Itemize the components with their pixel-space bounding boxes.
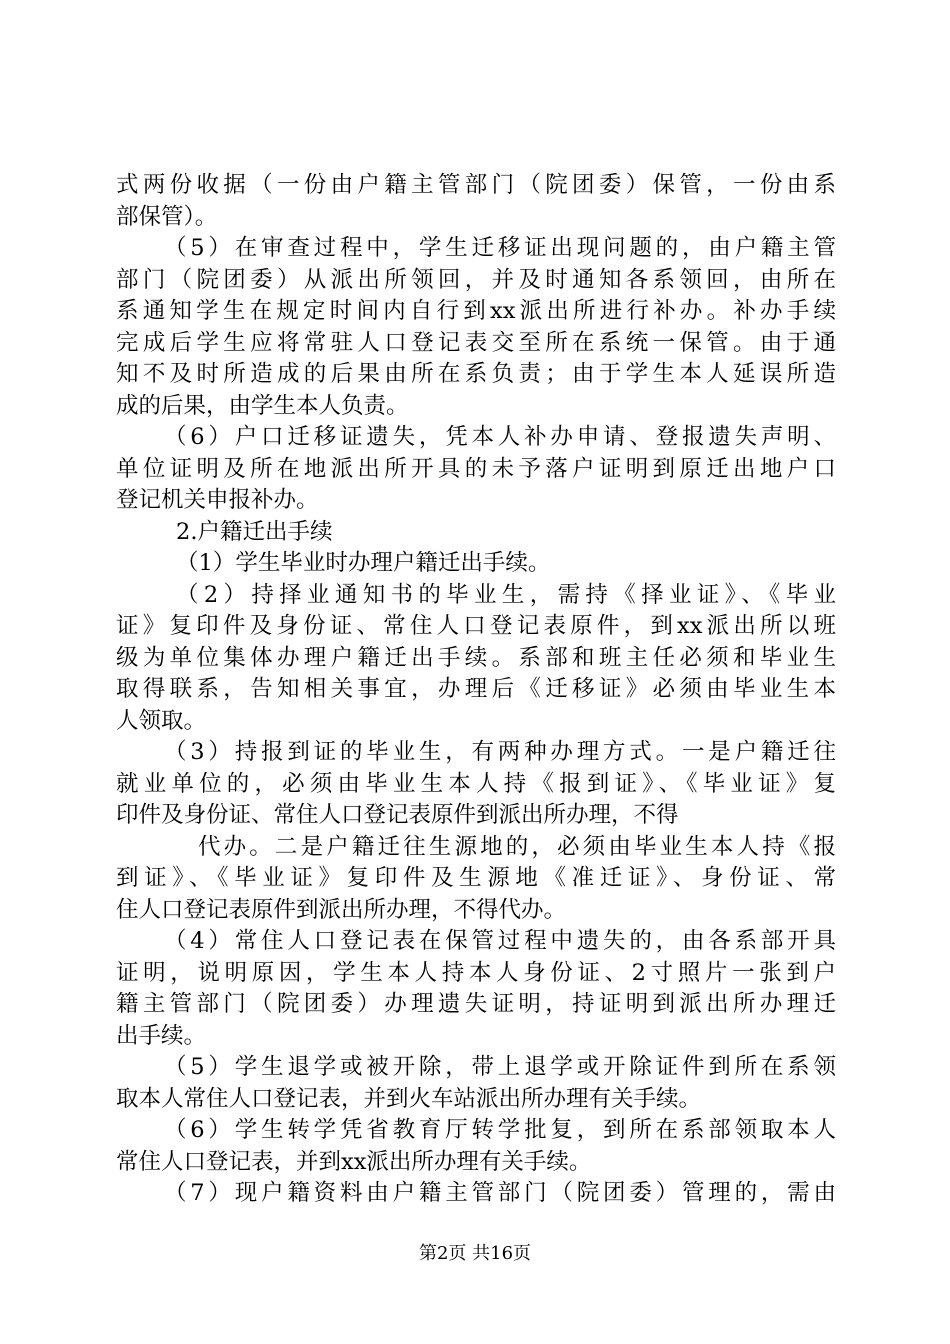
document-body xyxy=(116,170,836,1210)
text-line: 登记机关申报补办。 xyxy=(116,487,319,513)
text-line: 部保管）。 xyxy=(116,203,218,230)
text-line: 取得联系，告知相关事宜，办理后《迁移证》必须由毕业生本 xyxy=(116,676,836,702)
text-line: 常住人口登记表，并到xx派出所办理有关手续。 xyxy=(116,1148,592,1175)
text-line: 证明，说明原因，学生本人持本人身份证、2寸照片一张到户 xyxy=(116,959,836,986)
text-line: 住人口登记表原件到派出所办理，不得代办。 xyxy=(116,896,567,923)
section-heading: 2.户籍迁出手续 xyxy=(176,518,333,545)
text-line: （5）学生退学或被开除，带上退学或开除证件到所在系领 xyxy=(164,1054,836,1080)
page-number-footer: 第2页 共16页 xyxy=(418,1243,532,1264)
text-line: （6）学生转学凭省教育厅转学批复，到所在系部领取本人 xyxy=(164,1117,836,1143)
text-line: 代办。二是户籍迁往生源地的，必须由毕业生本人持《报 xyxy=(198,833,836,860)
text-line: 出手续。 xyxy=(116,1022,207,1049)
text-line: （5）在审查过程中，学生迁移证出现问题的，由户籍主管 xyxy=(164,235,836,261)
text-line: （6）户口迁移证遗失，凭本人补办申请、登报遗失声明、 xyxy=(164,424,836,450)
text-line: （7）现户籍资料由户籍主管部门（院团委）管理的，需由 xyxy=(164,1180,836,1206)
text-line: （4）常住人口登记表在保管过程中遗失的，由各系部开具 xyxy=(164,928,836,954)
text-line: （1）学生毕业时办理户籍迁出手续。 xyxy=(176,550,551,576)
text-line: （3）持报到证的毕业生，有两种办理方式。一是户籍迁往 xyxy=(164,739,836,765)
text-line: 到证》、《毕业证》复印件及生源地《准迁证》、身份证、常 xyxy=(116,865,836,891)
text-line: 取本人常住人口登记表，并到火车站派出所办理有关手续。 xyxy=(116,1085,702,1112)
text-line: （2）持择业通知书的毕业生，需持《择业证》、《毕业 xyxy=(176,581,836,608)
text-line: 人领取。 xyxy=(116,707,207,734)
text-line: 完成后学生应将常驻人口登记表交至所在系统一保管。由于通 xyxy=(116,329,836,356)
text-line: 籍主管部门（院团委）办理遗失证明，持证明到派出所办理迁 xyxy=(116,991,836,1017)
text-line: 系通知学生在规定时间内自行到xx派出所进行补办。补办手续 xyxy=(116,298,836,324)
text-line: 成的后果，由学生本人负责。 xyxy=(116,392,409,419)
text-line: 单位证明及所在地派出所开具的未予落户证明到原迁出地户口 xyxy=(116,455,836,482)
text-line: 知不及时所造成的后果由所在系负责；由于学生本人延误所造 xyxy=(116,361,836,387)
text-line: 式两份收据（一份由户籍主管部门（院团委）保管，一份由系 xyxy=(116,172,836,198)
text-line: 证》复印件及身份证、常住人口登记表原件，到xx派出所以班 xyxy=(116,613,836,639)
text-line: 印件及身份证、常住人口登记表原件到派出所办理，不得 xyxy=(116,802,679,828)
text-line: 就业单位的，必须由毕业生本人持《报到证》、《毕业证》复 xyxy=(116,770,836,797)
text-line: 级为单位集体办理户籍迁出手续。系部和班主任必须和毕业生 xyxy=(116,644,836,671)
text-line: 部门（院团委）从派出所领回，并及时通知各系领回，由所在 xyxy=(116,266,836,293)
